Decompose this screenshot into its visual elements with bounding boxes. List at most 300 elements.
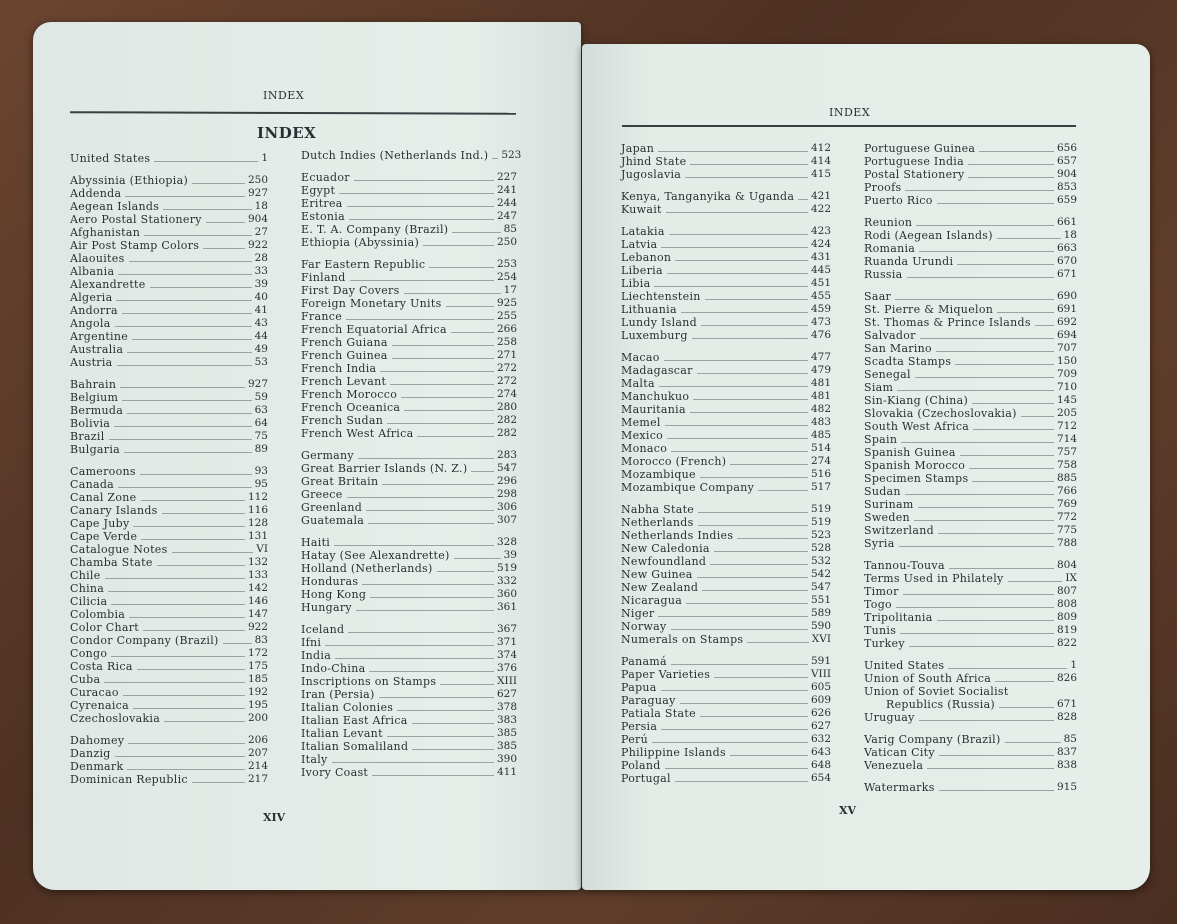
entry-page: 483 xyxy=(810,416,831,428)
entry-page: 885 xyxy=(1056,472,1077,484)
entry-name: Far Eastern Republic xyxy=(301,258,426,271)
entry-page: 523 xyxy=(810,529,831,541)
index-entry xyxy=(621,277,831,290)
index-entry xyxy=(864,394,1077,407)
index-entry xyxy=(621,594,831,607)
leader-line xyxy=(144,235,252,236)
leader-line xyxy=(392,358,494,359)
entry-page: 95 xyxy=(254,478,268,490)
index-entry xyxy=(864,290,1077,303)
entry-page: 367 xyxy=(496,623,517,635)
entry-name: Aero Postal Stationery xyxy=(70,213,202,226)
entry-name: Afghanistan xyxy=(70,226,141,239)
index-entry xyxy=(301,297,517,310)
entry-name: Portuguese India xyxy=(864,155,964,168)
entry-page: 904 xyxy=(1056,168,1077,180)
entry-page: 415 xyxy=(810,168,831,180)
leader-line xyxy=(661,247,808,248)
index-entry xyxy=(621,251,831,264)
entry-name: Canary Islands xyxy=(70,504,158,517)
leader-line xyxy=(968,164,1054,165)
leader-line xyxy=(140,474,252,475)
entry-page: 476 xyxy=(810,329,831,341)
entry-page: 766 xyxy=(1056,485,1077,497)
leader-line xyxy=(918,507,1054,508)
index-group xyxy=(301,171,517,249)
leader-line xyxy=(747,642,808,643)
entry-page: 332 xyxy=(496,575,517,587)
index-entry xyxy=(864,572,1077,585)
entry-page: 274 xyxy=(810,455,831,467)
leader-line xyxy=(157,565,245,566)
entry-name: Hong Kong xyxy=(301,588,367,601)
leader-line xyxy=(654,286,808,287)
entry-page: 282 xyxy=(496,427,517,439)
entry-name: Jugoslavia xyxy=(621,168,682,181)
running-head-right: INDEX xyxy=(829,106,871,119)
index-group xyxy=(621,351,831,494)
leader-line xyxy=(997,312,1054,313)
leader-line xyxy=(354,180,494,181)
index-group xyxy=(621,655,831,785)
leader-line xyxy=(206,222,245,223)
entry-name: Norway xyxy=(621,620,667,633)
entry-name: Inscriptions on Stamps xyxy=(301,675,437,688)
entry-page: 206 xyxy=(247,734,268,746)
index-entry xyxy=(864,155,1077,168)
entry-name: Dahomey xyxy=(70,734,125,747)
entry-page: 274 xyxy=(496,388,517,400)
entry-name: Haiti xyxy=(301,536,331,549)
entry-page: 283 xyxy=(496,449,517,461)
entry-name: Paper Varieties xyxy=(621,668,711,681)
entry-name: French Guiana xyxy=(301,336,388,349)
entry-page: 39 xyxy=(254,278,268,290)
index-entry xyxy=(301,427,517,440)
index-group xyxy=(301,149,522,162)
index-entry xyxy=(621,668,831,681)
index-entry xyxy=(864,407,1077,420)
entry-page: 371 xyxy=(496,636,517,648)
entry-page: 654 xyxy=(810,772,831,784)
entry-page: IX xyxy=(1065,572,1077,584)
leader-line xyxy=(936,351,1054,352)
entry-name: Canada xyxy=(70,478,115,491)
entry-name: Lebanon xyxy=(621,251,672,264)
entry-name: Air Post Stamp Colors xyxy=(70,239,200,252)
index-entry xyxy=(621,607,831,620)
index-entry xyxy=(621,746,831,759)
entry-page: 694 xyxy=(1056,329,1077,341)
entry-page: 915 xyxy=(1056,781,1077,793)
leader-line xyxy=(681,312,808,313)
index-column-right-1 xyxy=(621,142,831,794)
entry-page: 758 xyxy=(1056,459,1077,471)
entry-name: Panamá xyxy=(621,655,667,668)
leader-line xyxy=(1005,742,1061,743)
leader-line xyxy=(907,277,1054,278)
index-entry xyxy=(70,226,268,239)
entry-name: Finland xyxy=(301,271,346,284)
entry-name: Portuguese Guinea xyxy=(864,142,976,155)
entry-page: 44 xyxy=(254,330,268,342)
page-number-left: XIV xyxy=(263,811,286,824)
entry-page: 551 xyxy=(810,594,831,606)
index-entry xyxy=(864,472,1077,485)
entry-page: XIII xyxy=(497,675,517,687)
entry-page: 33 xyxy=(254,265,268,277)
index-entry xyxy=(70,252,268,265)
index-entry xyxy=(864,511,1077,524)
index-entry xyxy=(621,190,831,203)
index-entry xyxy=(864,381,1077,394)
page-number-right: XV xyxy=(839,804,857,817)
leader-line xyxy=(905,494,1054,495)
entry-name: Chamba State xyxy=(70,556,153,569)
index-group xyxy=(864,781,1077,794)
entry-page: 542 xyxy=(810,568,831,580)
entry-name: Mexico xyxy=(621,429,664,442)
index-entry xyxy=(70,660,268,673)
entry-name: St. Pierre & Miquelon xyxy=(864,303,994,316)
index-group xyxy=(864,659,1077,724)
leader-line xyxy=(137,669,245,670)
entry-name: Japan xyxy=(621,142,655,155)
entry-name: Italian Levant xyxy=(301,727,383,740)
entry-name: France xyxy=(301,310,343,323)
index-entry xyxy=(864,559,1077,572)
leader-line xyxy=(124,452,252,453)
entry-page: 133 xyxy=(247,569,268,581)
index-group xyxy=(301,623,517,779)
index-group xyxy=(621,142,831,181)
index-entry xyxy=(301,488,517,501)
entry-name: Chile xyxy=(70,569,101,582)
entry-page: 459 xyxy=(810,303,831,315)
index-entry xyxy=(301,258,517,271)
entry-name: Newfoundland xyxy=(621,555,707,568)
entry-page: 481 xyxy=(810,390,831,402)
entry-name: Germany xyxy=(301,449,354,462)
index-entry xyxy=(621,264,831,277)
index-entry xyxy=(301,701,517,714)
leader-line xyxy=(115,756,245,757)
entry-page: 424 xyxy=(810,238,831,250)
leader-line xyxy=(366,510,494,511)
leader-line xyxy=(108,591,245,592)
entry-page: 517 xyxy=(810,481,831,493)
index-entry xyxy=(70,608,268,621)
leader-line xyxy=(897,390,1054,391)
leader-line xyxy=(702,590,808,591)
entry-name: Alexandrette xyxy=(70,278,146,291)
entry-page: 328 xyxy=(496,536,517,548)
index-entry xyxy=(70,187,268,200)
entry-name: Kuwait xyxy=(621,203,662,216)
leader-line xyxy=(915,377,1054,378)
index-entry xyxy=(864,194,1077,207)
entry-name: Angola xyxy=(70,317,111,330)
entry-name: Great Britain xyxy=(301,475,379,488)
leader-line xyxy=(730,755,808,756)
index-entry xyxy=(864,433,1077,446)
entry-page: 609 xyxy=(810,694,831,706)
leader-line xyxy=(903,594,1054,595)
entry-page: 93 xyxy=(254,465,268,477)
leader-line xyxy=(118,487,252,488)
entry-name: Curacao xyxy=(70,686,119,699)
index-entry xyxy=(301,514,517,527)
entry-name: United States xyxy=(864,659,945,672)
leader-line xyxy=(979,151,1054,152)
index-entry xyxy=(621,238,831,251)
leader-line xyxy=(667,273,808,274)
leader-line xyxy=(710,564,808,565)
leader-line xyxy=(652,742,808,743)
index-entry xyxy=(864,168,1077,181)
index-group xyxy=(864,290,1077,550)
entry-page: 40 xyxy=(254,291,268,303)
index-entry xyxy=(301,714,517,727)
entry-page: 64 xyxy=(254,417,268,429)
index-entry xyxy=(621,329,831,342)
leader-line xyxy=(125,196,245,197)
leader-line xyxy=(127,413,252,414)
index-entry xyxy=(864,316,1077,329)
entry-page: 648 xyxy=(810,759,831,771)
index-entry xyxy=(621,555,831,568)
entry-name: Switzerland xyxy=(864,524,934,537)
leader-line xyxy=(372,775,494,776)
leader-line xyxy=(1008,581,1063,582)
entry-page: 479 xyxy=(810,364,831,376)
index-entry xyxy=(864,342,1077,355)
leader-line xyxy=(693,399,808,400)
index-entry xyxy=(301,623,517,636)
entry-page: 112 xyxy=(247,491,268,503)
entry-page: 826 xyxy=(1056,672,1077,684)
index-entry xyxy=(301,375,517,388)
entry-page: 590 xyxy=(810,620,831,632)
index-entry xyxy=(864,733,1077,746)
index-entry xyxy=(864,355,1077,368)
leader-line xyxy=(798,199,808,200)
index-entry xyxy=(70,174,268,187)
leader-line xyxy=(128,743,245,744)
leader-line xyxy=(332,762,494,763)
index-entry xyxy=(621,772,831,785)
leader-line xyxy=(909,646,1054,647)
index-entry xyxy=(70,699,268,712)
leader-line xyxy=(192,782,245,783)
entry-name: Ethiopia (Abyssinia) xyxy=(301,236,420,249)
entry-page: 808 xyxy=(1056,598,1077,610)
entry-name: Ecuador xyxy=(301,171,350,184)
leader-line xyxy=(675,781,808,782)
entry-page: 255 xyxy=(496,310,517,322)
index-group xyxy=(621,190,831,216)
leader-line xyxy=(968,177,1053,178)
entry-name: Italian East Africa xyxy=(301,714,408,727)
entry-name: Nabha State xyxy=(621,503,695,516)
leader-line xyxy=(697,577,808,578)
entry-page: 131 xyxy=(247,530,268,542)
leader-line xyxy=(698,525,808,526)
entry-name: First Day Covers xyxy=(301,284,400,297)
index-group xyxy=(70,465,268,725)
entry-page: 376 xyxy=(496,662,517,674)
entry-name: Netherlands Indies xyxy=(621,529,734,542)
leader-line xyxy=(362,584,494,585)
index-entry xyxy=(301,323,517,336)
entry-name: Syria xyxy=(864,537,895,550)
entry-page: 626 xyxy=(810,707,831,719)
entry-page: 185 xyxy=(247,673,268,685)
entry-name: Tripolitania xyxy=(864,611,933,624)
entry-name: Italy xyxy=(301,753,328,766)
index-entry xyxy=(621,203,831,216)
index-entry xyxy=(621,403,831,416)
leader-line xyxy=(948,668,1067,669)
leader-line xyxy=(111,604,245,605)
entry-page: 132 xyxy=(247,556,268,568)
index-group xyxy=(70,734,268,786)
entry-name: E. T. A. Company (Brazil) xyxy=(301,223,449,236)
leader-line xyxy=(358,458,494,459)
index-entry xyxy=(864,329,1077,342)
leader-line xyxy=(347,206,494,207)
index-entry xyxy=(301,688,517,701)
entry-name: Madagascar xyxy=(621,364,693,377)
entry-page: 532 xyxy=(810,555,831,567)
index-entry xyxy=(864,420,1077,433)
entry-name: Australia xyxy=(70,343,124,356)
entry-page: 485 xyxy=(810,429,831,441)
entry-page: 473 xyxy=(810,316,831,328)
entry-name: Luxemburg xyxy=(621,329,688,342)
entry-name: Union of South Africa xyxy=(864,672,992,685)
leader-line xyxy=(1021,416,1054,417)
entry-name: Monaco xyxy=(621,442,668,455)
leader-line xyxy=(686,603,808,604)
entry-name: Cameroons xyxy=(70,465,136,478)
leader-line xyxy=(105,578,245,579)
entry-name: Iceland xyxy=(301,623,345,636)
entry-page: 451 xyxy=(810,277,831,289)
index-group xyxy=(70,174,268,369)
entry-name: Bahrain xyxy=(70,378,117,391)
index-entry xyxy=(621,290,831,303)
leader-line xyxy=(452,232,500,233)
leader-line xyxy=(927,768,1054,769)
leader-line xyxy=(955,364,1054,365)
entry-name: Eritrea xyxy=(301,197,343,210)
leader-line xyxy=(701,325,808,326)
index-entry xyxy=(864,498,1077,511)
index-group xyxy=(621,225,831,342)
leader-line xyxy=(665,425,808,426)
index-entry xyxy=(864,672,1077,685)
entry-name: Cape Verde xyxy=(70,530,138,543)
index-entry xyxy=(864,142,1077,155)
leader-line xyxy=(348,632,494,633)
entry-name: Portugal xyxy=(621,772,671,785)
entry-name: Ivory Coast xyxy=(301,766,369,779)
entry-page: 788 xyxy=(1056,537,1077,549)
entry-page: 663 xyxy=(1056,242,1077,254)
entry-page: 627 xyxy=(810,720,831,732)
entry-page: 146 xyxy=(247,595,268,607)
entry-name: Spain xyxy=(864,433,898,446)
entry-page: 18 xyxy=(254,200,268,212)
index-entry xyxy=(621,168,831,181)
index-entry xyxy=(621,759,831,772)
leader-line xyxy=(995,681,1054,682)
index-group xyxy=(301,536,517,614)
entry-name: Romania xyxy=(864,242,916,255)
entry-page: 241 xyxy=(496,184,517,196)
entry-name: Alaouites xyxy=(70,252,125,265)
leader-line xyxy=(960,455,1054,456)
entry-page: 481 xyxy=(810,377,831,389)
index-entry xyxy=(301,662,517,675)
index-entry xyxy=(70,378,268,391)
entry-page: 519 xyxy=(810,516,831,528)
entry-name: Republics (Russia) xyxy=(886,698,996,711)
entry-name: Tannou-Touva xyxy=(864,559,945,572)
entry-page: 712 xyxy=(1056,420,1077,432)
leader-line xyxy=(658,616,808,617)
entry-page: 254 xyxy=(496,271,517,283)
leader-line xyxy=(132,339,252,340)
leader-line xyxy=(949,568,1054,569)
leader-line xyxy=(714,677,808,678)
index-entry xyxy=(301,236,517,249)
entry-page: 175 xyxy=(247,660,268,672)
entry-name: Terms Used in Philately xyxy=(864,572,1004,585)
entry-name: French Morocco xyxy=(301,388,398,401)
entry-name: Jhind State xyxy=(621,155,687,168)
leader-line xyxy=(671,664,808,665)
leader-line xyxy=(899,546,1054,547)
entry-page: 272 xyxy=(496,375,517,387)
entry-page: 258 xyxy=(496,336,517,348)
leader-line xyxy=(916,225,1054,226)
entry-name: Union of Soviet Socialist xyxy=(864,685,1009,698)
leader-line xyxy=(972,481,1054,482)
entry-name: Catalogue Notes xyxy=(70,543,168,556)
index-entry xyxy=(70,317,268,330)
index-group xyxy=(621,503,831,646)
entry-page: 59 xyxy=(254,391,268,403)
entry-name: Siam xyxy=(864,381,894,394)
entry-page: 75 xyxy=(254,430,268,442)
index-entry xyxy=(70,265,268,278)
index-entry xyxy=(621,416,831,429)
index-entry xyxy=(301,349,517,362)
entry-name: Denmark xyxy=(70,760,124,773)
index-entry xyxy=(301,414,517,427)
entry-page: 412 xyxy=(810,142,831,154)
leader-line xyxy=(346,319,494,320)
index-entry xyxy=(864,624,1077,637)
index-entry xyxy=(864,759,1077,772)
index-entry xyxy=(864,611,1077,624)
leader-line xyxy=(334,545,494,546)
entry-page: 589 xyxy=(810,607,831,619)
index-entry xyxy=(621,303,831,316)
entry-page: 775 xyxy=(1056,524,1077,536)
